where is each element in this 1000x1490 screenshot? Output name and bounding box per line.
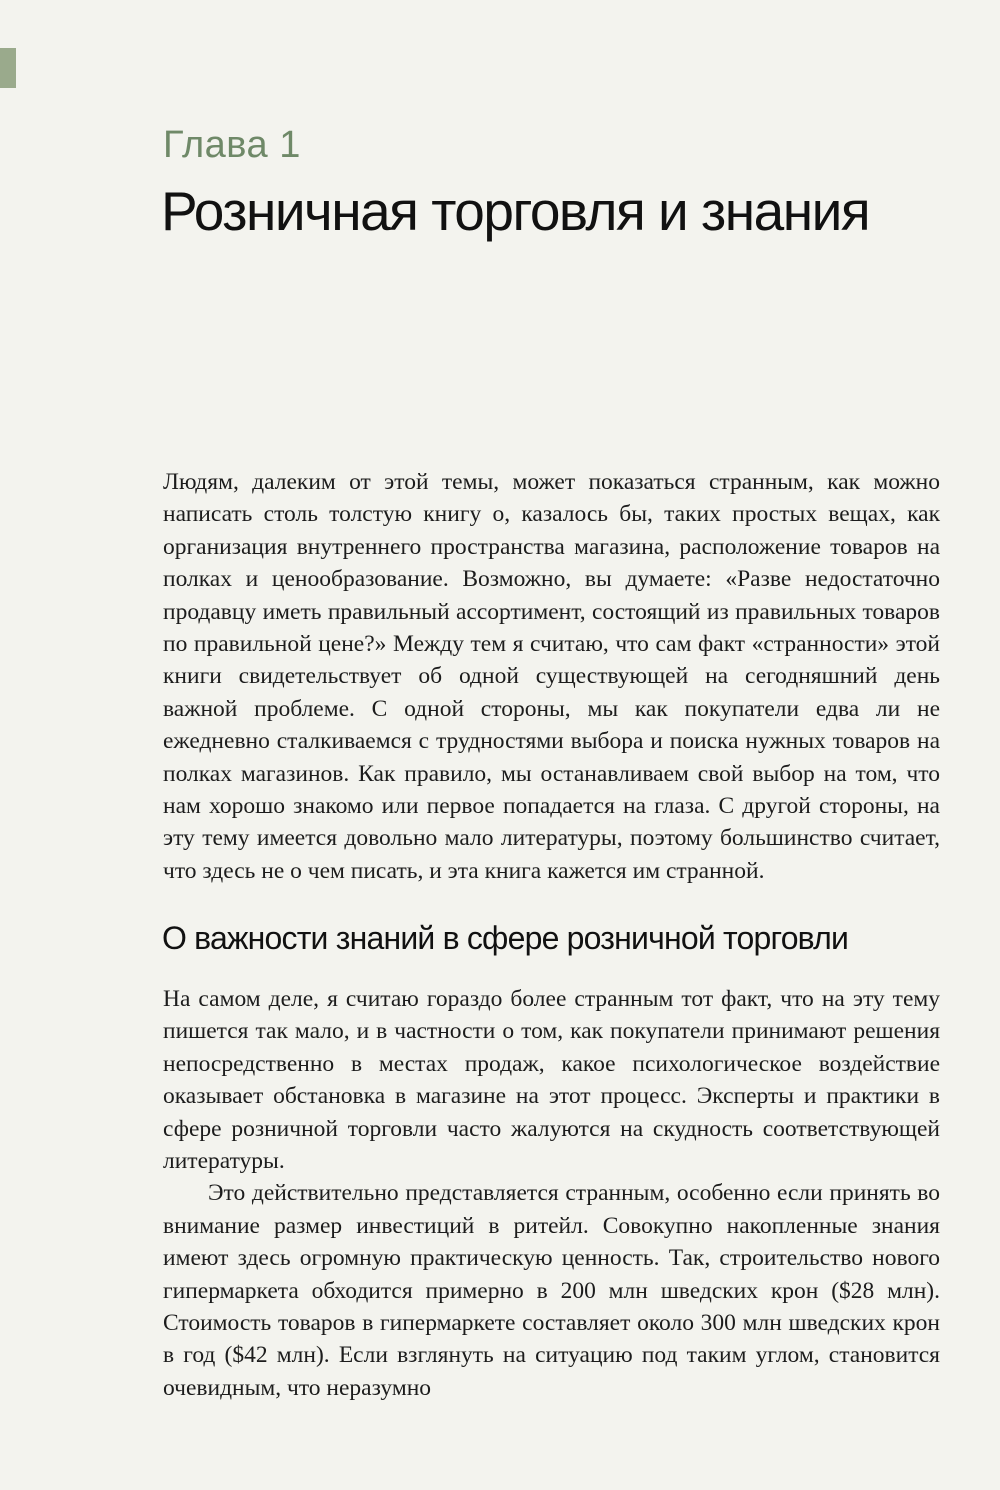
body-paragraph-2: Это действительно представляется странным, особенно если принять во внимание размер инвестиций в ритейл. Совокупно накопленные знания имеют здесь огромную практическую ценность. Так, строительство нового гипермаркета обходится примерно в 200 млн шведских крон ($28 млн). Стоимость товаров в гипермаркете составляет около 300 млн шведских крон в год ($42 млн). Если взглянуть на ситуацию под таким углом, становится очевидным, что неразумно <box>163 1180 940 1401</box>
intro-text <box>163 466 940 887</box>
section-heading: О важности знаний в сфере розничной торговли <box>162 920 849 956</box>
chapter-title: Розничная торговля и знания <box>161 180 870 242</box>
intro-paragraph: Людям, далеким от этой темы, может показаться странным, как можно написать столь толстую книгу о, казалось бы, таких простых вещах, как организация внутреннего пространства магазина, расположение товаров на полках и ценообразование. Возможно, вы думаете: «Разве недостаточно продавцу иметь правильный ассортимент, состоящий из правильных товаров по правильной цене?» Между тем я считаю, что сам факт «странности» этой книги свидетельствует об одной существующей на сегодняшний день важной проблеме. С одной стороны, мы как покупатели едва ли не ежедневно сталкиваемся с трудностями выбора и поиска нужных товаров на полках магазинов. Как правило, мы останавливаем свой выбор на том, что нам хорошо знакомо или первое попадается на глаза. С другой стороны, на эту тему имеется довольно мало литературы, поэтому большинство считает, что здесь не о чем писать, и эта книга кажется им странной. <box>163 469 940 884</box>
section-body <box>163 983 940 1404</box>
body-paragraph-1: На самом деле, я считаю гораздо более странным тот факт, что на эту тему пишется так мало, и в частности о том, как покупатели принимают решения непосредственно в местах продаж, какое психологическое воздействие оказывает обстановка в магазине на этот процесс. Эксперты и практики в сфере розничной торговли часто жалуются на скудность соответствующей литературы. <box>163 986 940 1175</box>
page-edge-tab <box>0 48 16 88</box>
chapter-label: Глава 1 <box>163 124 301 166</box>
